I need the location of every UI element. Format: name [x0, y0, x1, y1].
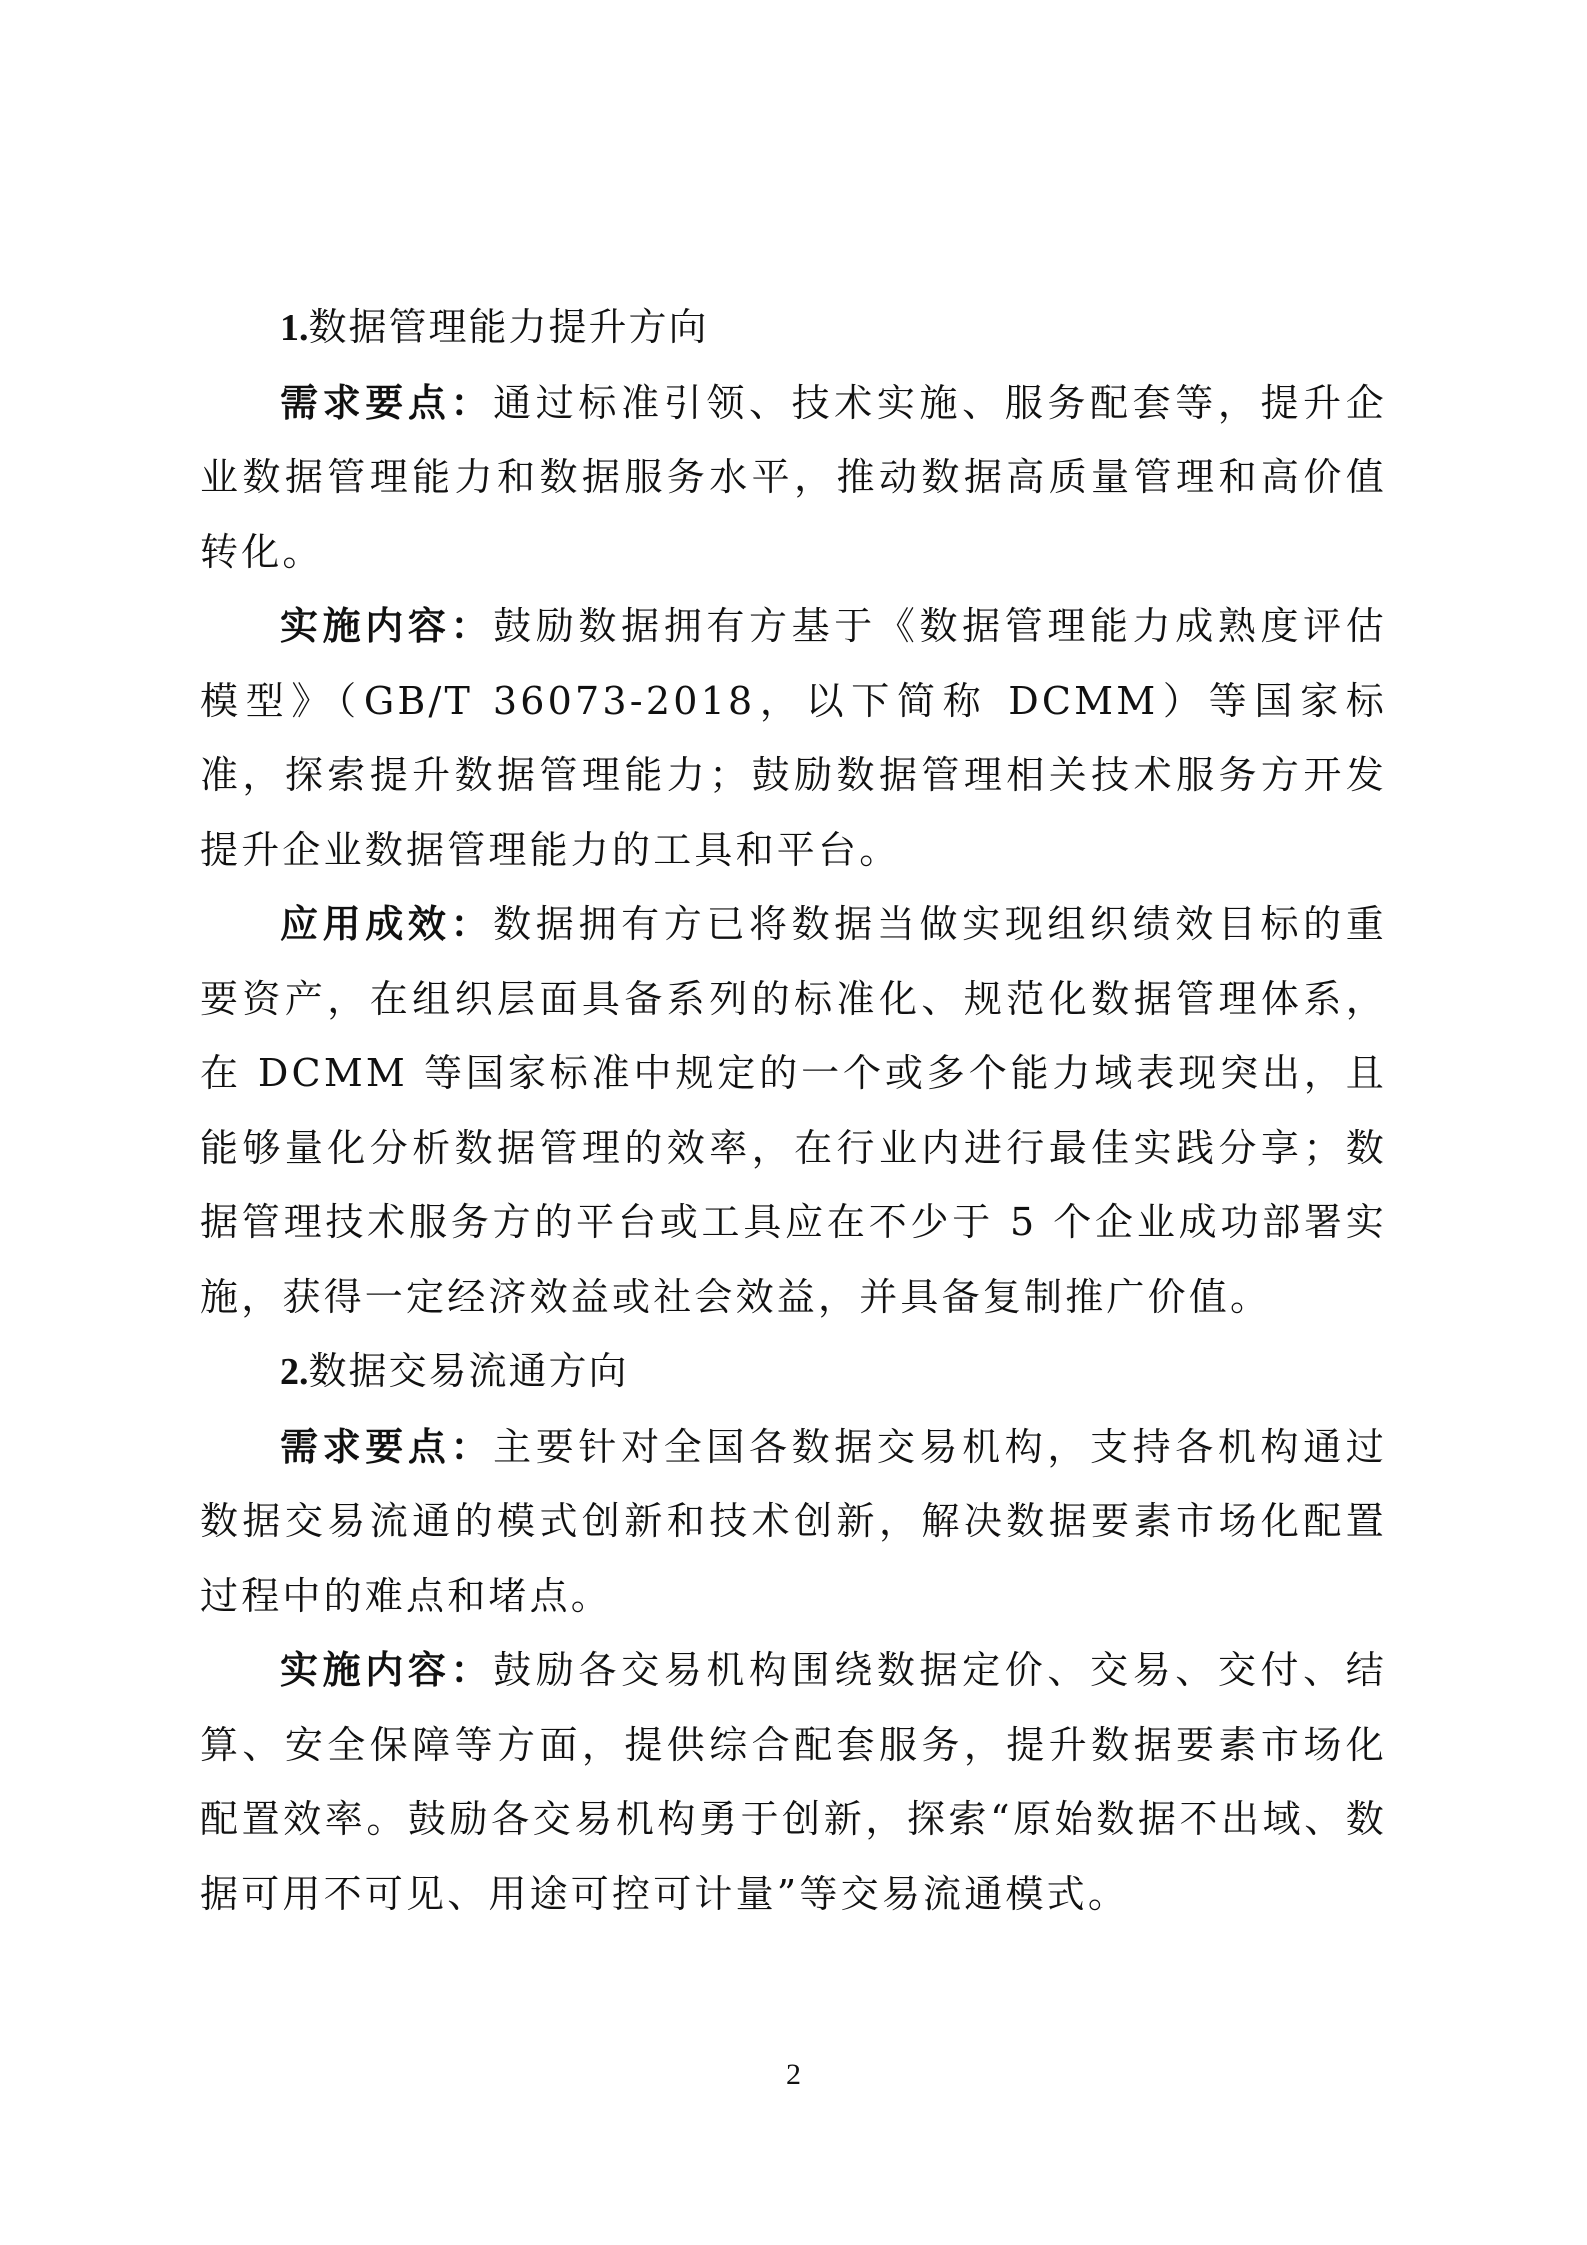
paragraph-text: 主要针对全国各数据交易机构，支持各机构通过数据交易流通的模式创新和技术创新，解决数据要素市场化配置过程中的难点和堵点。 — [200, 1424, 1387, 1618]
page-number: 2 — [786, 2058, 801, 2091]
paragraph-text: 鼓励各交易机构围绕数据定价、交易、交付、结算、安全保障等方面，提供综合配套服务，提升数据要素市场化配置效率。鼓励各交易机构勇于创新，探索“原始数据不出域、数据可用不可见、用途可控可计量”等交易流通模式。 — [200, 1648, 1387, 1916]
section-heading — [200, 290, 1387, 366]
document-page — [200, 290, 1387, 1931]
paragraph-label: 应用成效： — [280, 901, 494, 946]
paragraph-label: 需求要点： — [280, 379, 494, 425]
section-number: 1. — [280, 307, 309, 349]
section-data-management — [200, 290, 1387, 1334]
section-number: 2. — [280, 1351, 309, 1393]
paragraph-implementation — [200, 1633, 1387, 1931]
section-title: 数据管理能力提升方向 — [308, 305, 709, 349]
paragraph-label: 实施内容： — [280, 603, 494, 648]
paragraph-label: 需求要点： — [280, 1423, 494, 1469]
paragraph-requirements — [200, 366, 1387, 590]
paragraph-label: 实施内容： — [280, 1647, 494, 1692]
section-heading — [200, 1334, 1387, 1410]
paragraph-requirements — [200, 1410, 1387, 1634]
paragraph-results — [200, 887, 1387, 1334]
section-title: 数据交易流通方向 — [308, 1349, 629, 1393]
paragraph-text: 数据拥有方已将数据当做实现组织绩效目标的重要资产，在组织层面具备系列的标准化、规范化数据管理体系，在 DCMM 等国家标准中规定的一个或多个能力域表现突出，且能够量化分析数据管理的效率，在行业内进行最佳实践分享；数据管理技术服务方的平台或工具应在不少于 5 个企业成功部署实施，获得一定经济效益或社会效益，并具备复制推广价值。 — [200, 902, 1387, 1319]
paragraph-implementation — [200, 589, 1387, 887]
section-data-trading — [200, 1334, 1387, 1931]
paragraph-text: 通过标准引领、技术实施、服务配套等，提升企业数据管理能力和数据服务水平，推动数据高质量管理和高价值转化。 — [200, 380, 1387, 574]
paragraph-text: 鼓励数据拥有方基于《数据管理能力成熟度评估模型》（GB/T 36073-2018，以下简称 DCMM）等国家标准，探索提升数据管理能力；鼓励数据管理相关技术服务方开发提升企业数据管理能力的工具和平台。 — [200, 604, 1387, 872]
